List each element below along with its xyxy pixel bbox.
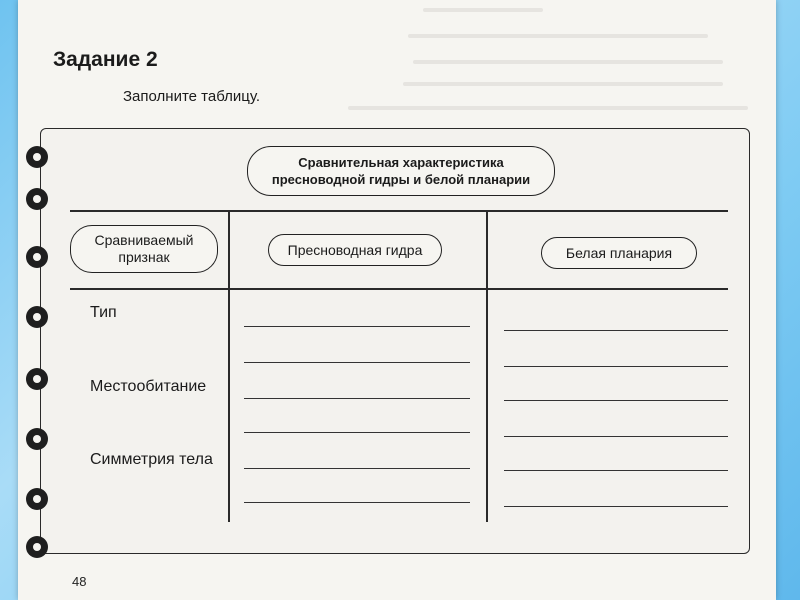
header-bottom-rule <box>70 288 728 290</box>
binder-ring <box>26 488 48 510</box>
binder-ring <box>26 246 48 268</box>
binder-ring <box>26 188 48 210</box>
binder-ring <box>26 368 48 390</box>
answer-line-planaria[interactable] <box>504 470 728 471</box>
answer-line-hydra[interactable] <box>244 398 470 399</box>
answer-line-hydra[interactable] <box>244 326 470 327</box>
answer-line-hydra[interactable] <box>244 362 470 363</box>
answer-line-hydra[interactable] <box>244 502 470 503</box>
answer-line-planaria[interactable] <box>504 506 728 507</box>
row-label-type: Тип <box>90 304 117 321</box>
column-header-hydra: Пресноводная гидра <box>268 234 442 266</box>
task-title: Задание 2 <box>53 48 158 71</box>
page-number: 48 <box>72 574 87 589</box>
answer-line-planaria[interactable] <box>504 436 728 437</box>
table-heading-line2: пресноводной гидры и белой планарии <box>271 172 531 187</box>
column-header-planaria: Белая планария <box>541 237 697 269</box>
binder-ring <box>26 536 48 558</box>
binder-rings <box>20 128 60 558</box>
table-top-rule <box>70 210 728 212</box>
column-divider <box>486 210 488 522</box>
row-label-symmetry: Симметрия тела <box>90 451 213 468</box>
row-label-habitat: Местообитание <box>90 378 207 395</box>
feature-header-line1: Сравниваемый <box>94 232 194 248</box>
table-heading-line1: Сравнительная характеристика <box>298 155 504 170</box>
answer-line-hydra[interactable] <box>244 468 470 469</box>
answer-line-planaria[interactable] <box>504 366 728 367</box>
column-divider <box>228 210 230 522</box>
binder-ring <box>26 428 48 450</box>
answer-line-planaria[interactable] <box>504 330 728 331</box>
binder-ring <box>26 146 48 168</box>
answer-line-hydra[interactable] <box>244 432 470 433</box>
task-instruction: Заполните таблицу. <box>123 88 261 105</box>
column-header-feature <box>70 225 218 273</box>
feature-header-line2: признак <box>118 249 170 265</box>
binder-ring <box>26 306 48 328</box>
table-heading <box>247 146 555 196</box>
answer-line-planaria[interactable] <box>504 400 728 401</box>
